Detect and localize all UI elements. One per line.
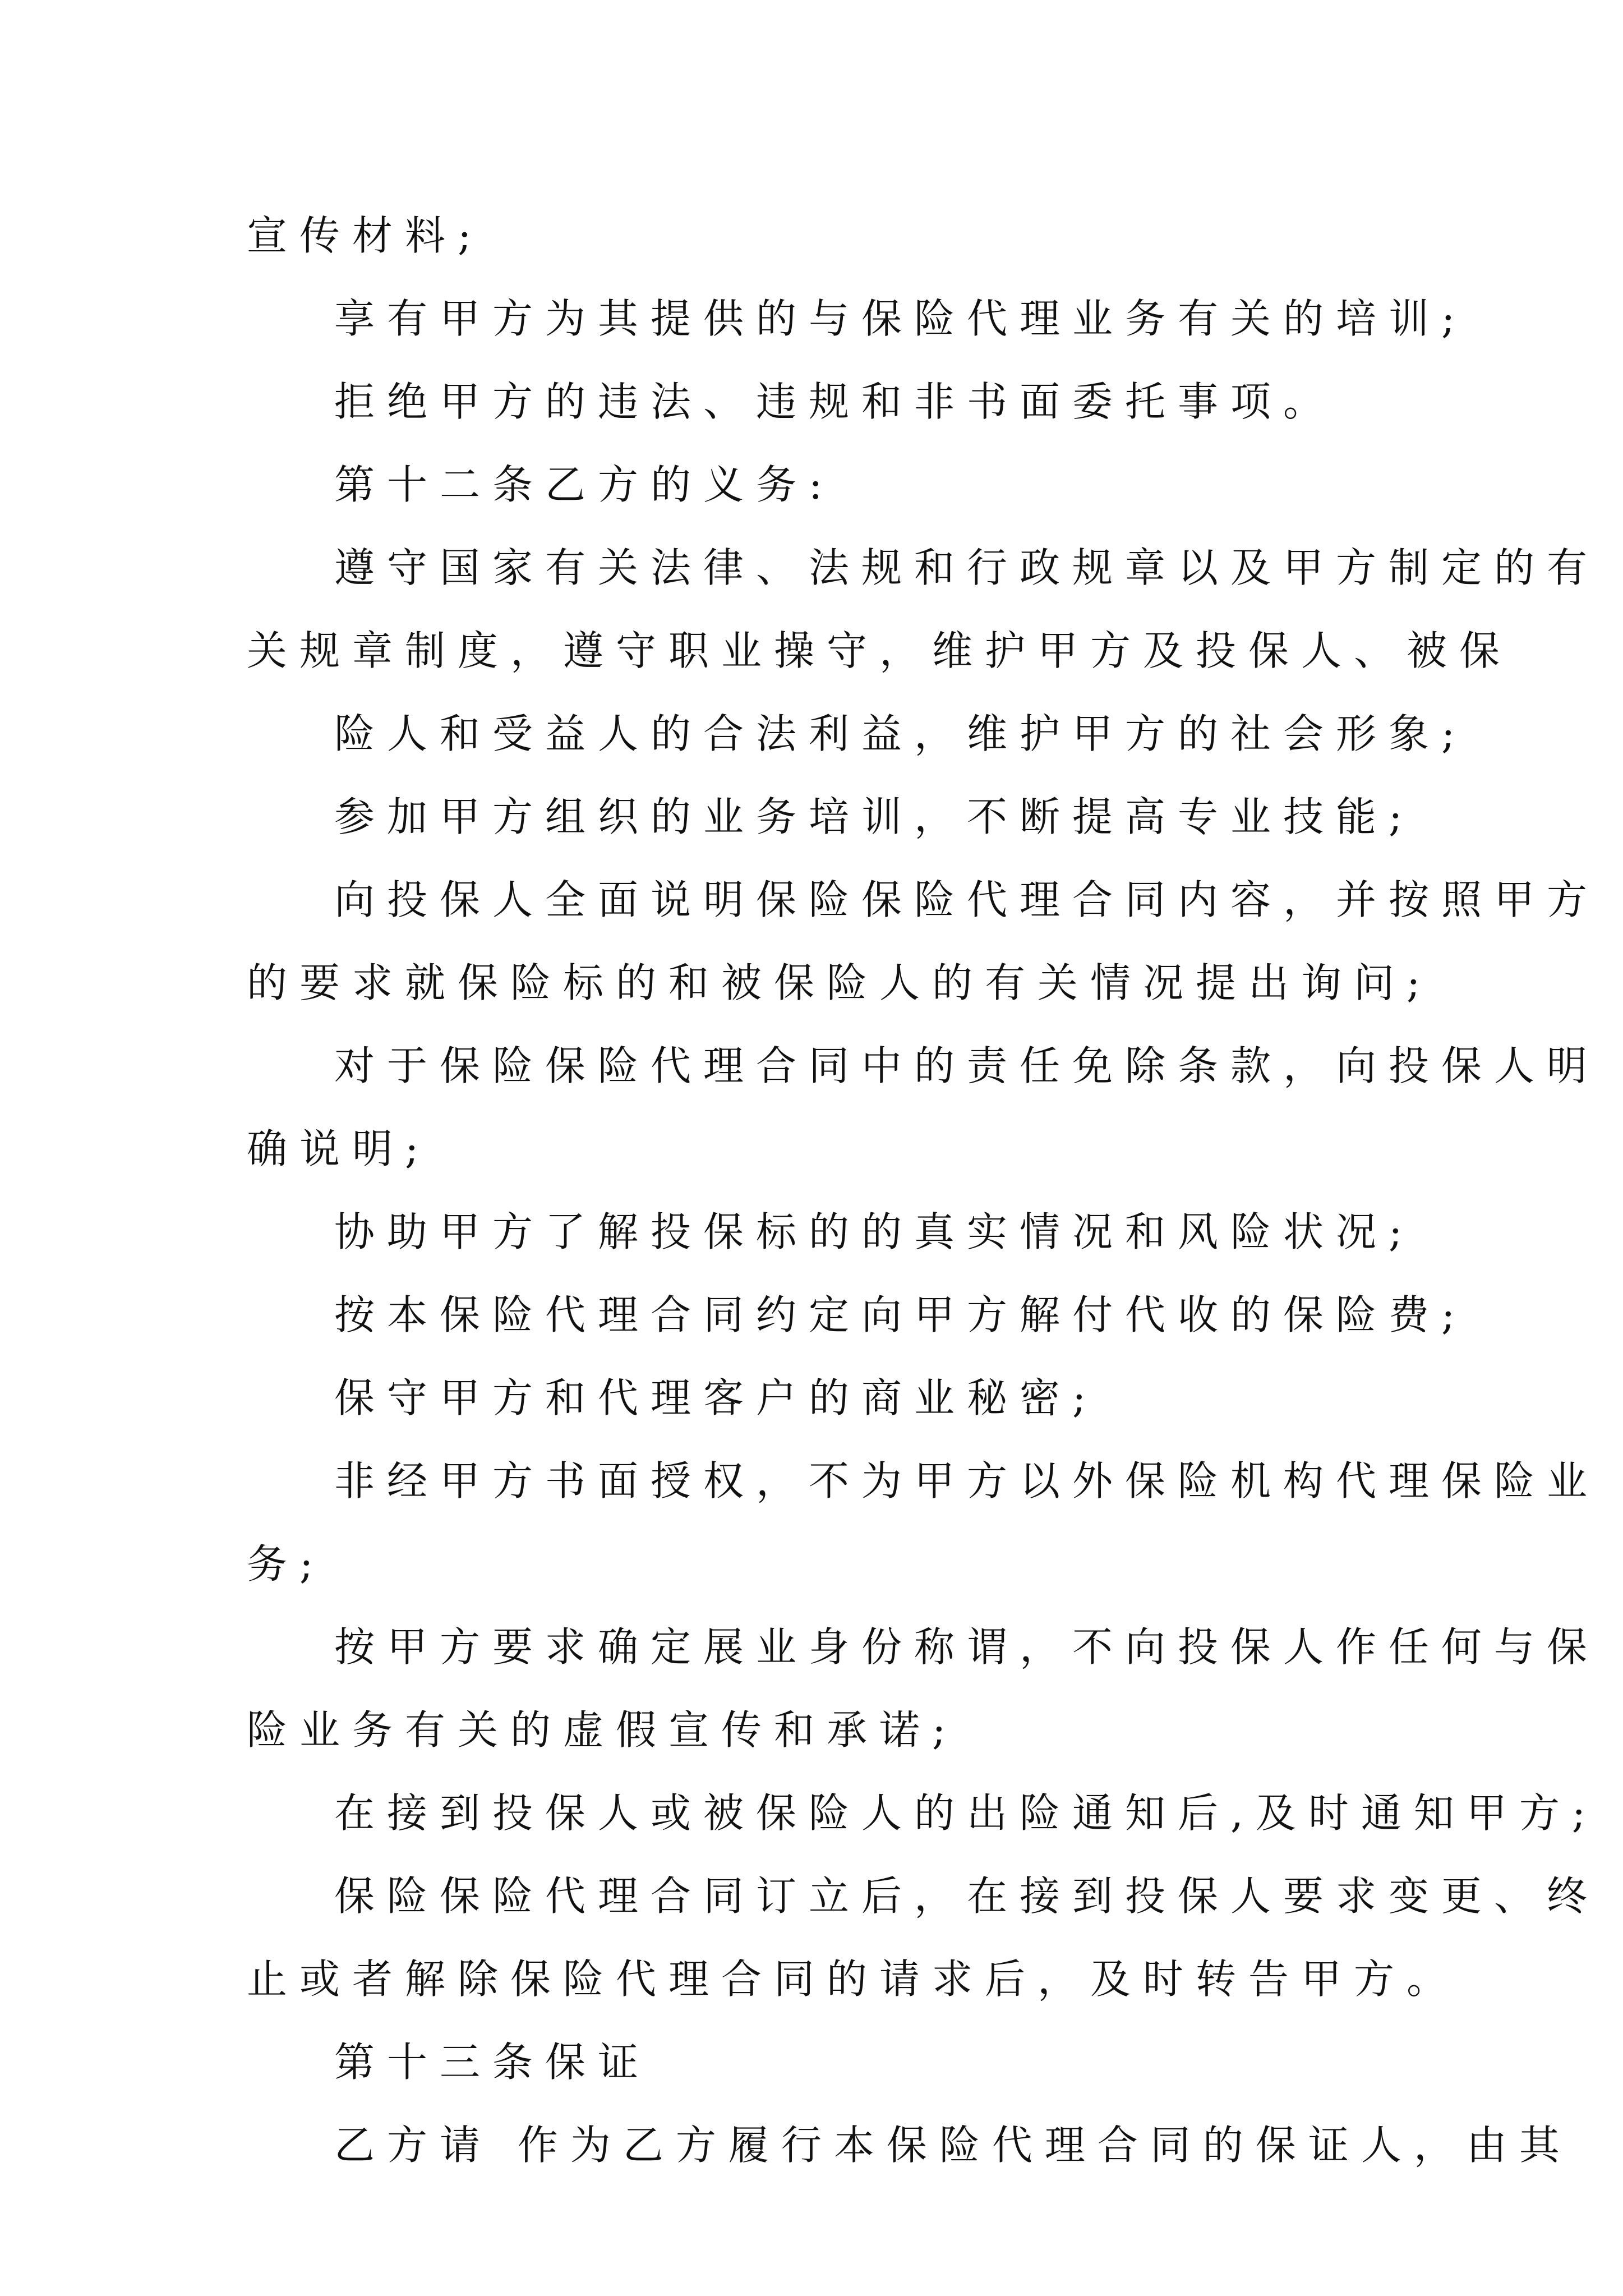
- text-line: 对于保险保险代理合同中的责任免除条款，向投保人明: [334, 1042, 1600, 1089]
- text-line: 止或者解除保险代理合同的请求后，及时转告甲方。: [247, 1955, 1460, 2003]
- text-line: 险人和受益人的合法利益，维护甲方的社会形象;: [334, 710, 1468, 757]
- text-line: 参加甲方组织的业务培训，不断提高专业技能;: [334, 793, 1415, 840]
- text-line: 保险保险代理合同订立后，在接到投保人要求变更、终: [334, 1872, 1600, 1920]
- text-line: 险业务有关的虚假宣传和承诺;: [247, 1706, 958, 1754]
- text-line: 宣传材料;: [247, 212, 484, 259]
- text-line: 保守甲方和代理客户的商业秘密;: [334, 1374, 1099, 1421]
- text-line: 协助甲方了解投保标的的真实情况和风险状况;: [334, 1208, 1415, 1255]
- text-line: 务;: [247, 1540, 326, 1588]
- text-line: 享有甲方为其提供的与保险代理业务有关的培训;: [334, 295, 1468, 342]
- text-line: 确说明;: [247, 1125, 431, 1172]
- text-line: 向投保人全面说明保险保险代理合同内容，并按照甲方: [334, 876, 1600, 923]
- text-line: 按甲方要求确定展业身份称谓，不向投保人作任何与保: [334, 1623, 1600, 1671]
- text-line: 的要求就保险标的和被保险人的有关情况提出询问;: [247, 959, 1433, 1006]
- section-heading: 第十三条保证: [334, 2039, 651, 2086]
- text-line: 在接到投保人或被保险人的出险通知后,及时通知甲方;: [334, 1789, 1598, 1837]
- text-line: 关规章制度，遵守职业操守，维护甲方及投保人、被保: [247, 627, 1513, 674]
- section-heading: 第十二条乙方的义务:: [334, 461, 835, 508]
- text-line: 按本保险代理合同约定向甲方解付代收的保险费;: [334, 1291, 1468, 1338]
- text-line: 非经甲方书面授权，不为甲方以外保险机构代理保险业: [334, 1457, 1600, 1504]
- text-line: 拒绝甲方的违法、违规和非书面委托事项。: [334, 378, 1336, 425]
- text-line: 乙方请 作为乙方履行本保险代理合同的保证人，由其: [334, 2122, 1572, 2169]
- text-line: 遵守国家有关法律、法规和行政规章以及甲方制定的有: [334, 544, 1600, 591]
